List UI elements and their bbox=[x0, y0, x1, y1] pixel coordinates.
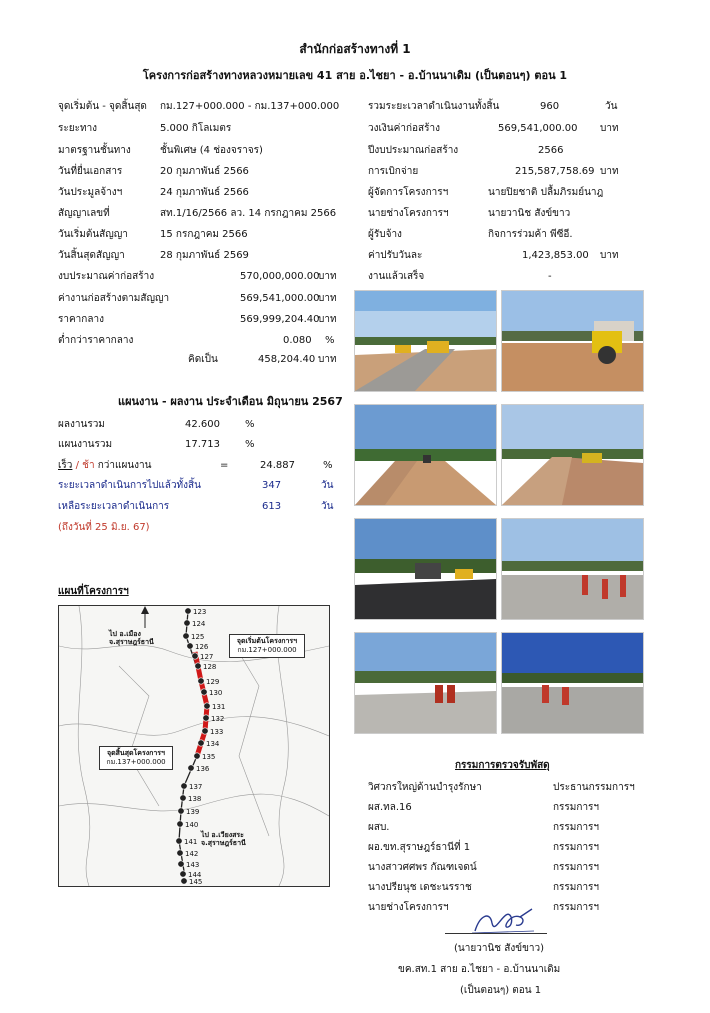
remaining-unit: วัน bbox=[321, 501, 334, 512]
budget-unit: บาท bbox=[318, 271, 337, 282]
signature-line bbox=[445, 933, 547, 934]
info-label: วันสิ้นสุดสัญญา bbox=[58, 250, 125, 261]
elapsed-label: ระยะเวลาดำเนินการไปแล้วทั้งสิ้น bbox=[58, 480, 201, 491]
info-value: 24 กุมภาพันธ์ 2566 bbox=[160, 187, 249, 198]
info-label: วงเงินค่าก่อสร้าง bbox=[368, 123, 440, 134]
budget-label: งบประมาณค่าก่อสร้าง bbox=[58, 271, 155, 282]
info-value: 215,587,758.69 bbox=[515, 166, 595, 177]
committee-member: ผสบ. bbox=[368, 822, 390, 833]
info-value: 5.000 กิโลเมตร bbox=[160, 123, 232, 134]
info-value: - bbox=[548, 271, 552, 282]
ahead-label: เร็ว bbox=[58, 460, 73, 471]
construction-photo bbox=[501, 290, 644, 392]
committee-member: นางปรียนุช เดชะนรราช bbox=[368, 882, 472, 893]
info-unit: บาท bbox=[600, 250, 619, 261]
info-value: 960 bbox=[540, 101, 560, 112]
info-unit: วัน bbox=[605, 101, 618, 112]
committee-heading: กรรมการตรวจรับพัสดุ bbox=[455, 760, 550, 771]
actual-label: ผลงานรวม bbox=[58, 419, 105, 430]
km-marker-label: 144 bbox=[188, 871, 202, 879]
ahead-unit: % bbox=[323, 460, 333, 471]
km-marker-label: 140 bbox=[185, 821, 199, 829]
budget-value: 569,541,000.00 bbox=[240, 293, 320, 304]
km-marker-label: 135 bbox=[202, 753, 216, 761]
km-marker-label: 131 bbox=[212, 703, 226, 711]
info-value: 15 กรกฎาคม 2566 bbox=[160, 229, 248, 240]
actual-value: 42.600 bbox=[185, 419, 220, 430]
km-marker-label: 124 bbox=[192, 620, 206, 628]
info-label: วันเริ่มต้นสัญญา bbox=[58, 229, 128, 240]
km-marker-label: 127 bbox=[200, 653, 214, 661]
construction-photo bbox=[354, 518, 497, 620]
km-marker-label: 137 bbox=[189, 783, 203, 791]
construction-photo bbox=[501, 518, 644, 620]
info-value: สท.1/16/2566 ลว. 14 กรกฎาคม 2566 bbox=[160, 208, 337, 219]
committee-role: ประธานกรรมการฯ bbox=[553, 782, 635, 793]
info-label: รวมระยะเวลาดำเนินงานทั้งสิ้น bbox=[368, 101, 500, 112]
km-marker-label: 126 bbox=[195, 643, 209, 651]
info-label: วันที่ยื่นเอกสาร bbox=[58, 166, 123, 177]
actual-unit: % bbox=[245, 419, 255, 430]
vs-plan-label: กว่าแผนงาน bbox=[97, 460, 152, 471]
start-point-label: จุดเริ่มต้นโครงการฯ bbox=[236, 637, 298, 645]
page-title: สำนักก่อสร้างทางที่ 1 bbox=[299, 42, 411, 56]
construction-photo bbox=[501, 632, 644, 734]
info-label: งานแล้วเสร็จ bbox=[368, 271, 425, 282]
committee-role: กรรมการฯ bbox=[553, 902, 600, 913]
km-marker-label: 142 bbox=[185, 850, 199, 858]
as-of-date: (ถึงวันที่ 25 มิ.ย. 67) bbox=[58, 522, 150, 533]
info-value: 28 กุมภาพันธ์ 2569 bbox=[160, 250, 249, 261]
committee-member: นางสาวศศพร กัณฑเจดน์ bbox=[368, 862, 477, 873]
km-marker-label: 134 bbox=[206, 740, 220, 748]
budget-value: 0.080 bbox=[283, 335, 312, 346]
km-marker-label: 132 bbox=[211, 715, 225, 723]
remaining-label: เหลือระยะเวลาดำเนินการ bbox=[58, 501, 170, 512]
elapsed-unit: วัน bbox=[321, 480, 334, 491]
km-marker-label: 128 bbox=[203, 663, 217, 671]
project-map bbox=[58, 605, 330, 887]
km-marker-label: 141 bbox=[184, 838, 198, 846]
committee-role: กรรมการฯ bbox=[553, 842, 600, 853]
budget-unit: % bbox=[325, 335, 335, 346]
info-value: นายวานิช สังข์ขาว bbox=[488, 208, 571, 219]
committee-role: กรรมการฯ bbox=[553, 882, 600, 893]
project-subtitle: โครงการก่อสร้างทางหลวงหมายเลข 41 สาย อ.ไชยา - อ.บ้านนาเดิม (เป็นตอนๆ) ตอน 1 bbox=[142, 69, 568, 82]
info-label: ปีงบประมาณก่อสร้าง bbox=[368, 145, 459, 156]
info-value: 1,423,853.00 bbox=[522, 250, 589, 261]
km-marker-label: 130 bbox=[209, 689, 223, 697]
committee-role: กรรมการฯ bbox=[553, 802, 600, 813]
construction-photo bbox=[501, 404, 644, 506]
separator: / bbox=[75, 460, 79, 471]
budget-unit: บาท bbox=[318, 354, 337, 365]
plan-unit: % bbox=[245, 439, 255, 450]
remaining-value: 613 bbox=[262, 501, 282, 512]
budget-label: ราคากลาง bbox=[58, 314, 104, 325]
info-label: มาตรฐานชั้นทาง bbox=[58, 145, 131, 156]
committee-role: กรรมการฯ bbox=[553, 862, 600, 873]
km-marker-label: 145 bbox=[189, 878, 203, 886]
end-point-label: จุดสิ้นสุดโครงการฯ bbox=[106, 749, 165, 757]
km-marker-label: 143 bbox=[186, 861, 200, 869]
plan-value: 17.713 bbox=[185, 439, 220, 450]
committee-member: ผส.ทล.16 bbox=[368, 802, 412, 813]
committee-member: ผอ.ขท.สุราษฎร์ธานีที่ 1 bbox=[368, 842, 471, 853]
budget-label: ต่ำกว่าราคากลาง bbox=[58, 335, 134, 346]
info-unit: บาท bbox=[600, 166, 619, 177]
direction-north-label: ไป อ.เมือง จ.สุราษฎร์ธานี bbox=[109, 630, 154, 646]
budget-unit: บาท bbox=[318, 314, 337, 325]
ahead-value: 24.887 bbox=[260, 460, 295, 471]
behind-label: ช้า bbox=[82, 460, 95, 471]
construction-photo bbox=[354, 290, 497, 392]
committee-member: นายช่างโครงการฯ bbox=[368, 902, 449, 913]
info-value: 2566 bbox=[538, 145, 564, 156]
info-value: 20 กุมภาพันธ์ 2566 bbox=[160, 166, 249, 177]
info-value: กม.127+000.000 - กม.137+000.000 bbox=[160, 101, 340, 112]
km-marker-label: 136 bbox=[196, 765, 210, 773]
budget-label: ค่างานก่อสร้างตามสัญญา bbox=[58, 293, 170, 304]
ahead-behind-label bbox=[58, 459, 152, 472]
budget-value: 570,000,000.00 bbox=[240, 271, 320, 282]
signer-position: ขค.สท.1 สาย อ.ไชยา - อ.บ้านนาเดิม bbox=[398, 964, 561, 975]
info-label: ระยะทาง bbox=[58, 123, 98, 134]
construction-photo bbox=[354, 404, 497, 506]
signer-position-2: (เป็นตอนๆ) ตอน 1 bbox=[460, 985, 542, 996]
km-marker-label: 123 bbox=[193, 608, 207, 616]
info-value: 569,541,000.00 bbox=[498, 123, 578, 134]
info-label: ผู้รับจ้าง bbox=[368, 229, 402, 240]
budget-value: 569,999,204.40 bbox=[240, 314, 320, 325]
km-marker-label: 129 bbox=[206, 678, 220, 686]
elapsed-value: 347 bbox=[262, 480, 282, 491]
equals-sign: = bbox=[220, 460, 229, 471]
budget-label: คิดเป็น bbox=[188, 354, 218, 365]
info-label: นายช่างโครงการฯ bbox=[368, 208, 449, 219]
km-marker-label: 125 bbox=[191, 633, 205, 641]
direction-south-label: ไป อ.เวียงสระ จ.สุราษฎร์ธานี bbox=[201, 831, 246, 847]
km-marker-label: 133 bbox=[210, 728, 224, 736]
info-unit: บาท bbox=[600, 123, 619, 134]
signature-mark bbox=[470, 905, 540, 941]
committee-role: กรรมการฯ bbox=[553, 822, 600, 833]
km-marker-label: 139 bbox=[186, 808, 200, 816]
km-marker-label: 138 bbox=[188, 795, 202, 803]
info-label: สัญญาเลขที่ bbox=[58, 208, 110, 219]
info-label: ค่าปรับวันละ bbox=[368, 250, 423, 261]
info-label: วันประมูลจ้างฯ bbox=[58, 187, 123, 198]
map-heading: แผนที่โครงการฯ bbox=[58, 586, 129, 597]
info-label: จุดเริ่มต้น - จุดสิ้นสุด bbox=[58, 101, 147, 112]
info-value: ชั้นพิเศษ (4 ช่องจราจร) bbox=[160, 145, 263, 156]
progress-heading: แผนงาน - ผลงาน ประจำเดือน มิถุนายน 2567 bbox=[118, 395, 343, 408]
construction-photo bbox=[354, 632, 497, 734]
end-point-box bbox=[99, 746, 173, 770]
info-value: กิจการร่วมค้า พีซีอี. bbox=[488, 229, 573, 240]
start-point-box bbox=[229, 634, 305, 658]
info-value: นายปิยชาติ ปลื้มภิรมย์นาฎ bbox=[488, 187, 604, 198]
start-point-km: กม.127+000.000 bbox=[237, 646, 297, 654]
info-label: ผู้จัดการโครงการฯ bbox=[368, 187, 449, 198]
plan-label: แผนงานรวม bbox=[58, 439, 113, 450]
info-label: การเบิกจ่าย bbox=[368, 166, 419, 177]
end-point-km: กม.137+000.000 bbox=[106, 758, 166, 766]
signer-name: (นายวานิช สังข์ขาว) bbox=[454, 943, 545, 954]
committee-member: วิศวกรใหญ่ด้านบำรุงรักษา bbox=[368, 782, 482, 793]
budget-unit: บาท bbox=[318, 293, 337, 304]
budget-value: 458,204.40 bbox=[258, 354, 316, 365]
